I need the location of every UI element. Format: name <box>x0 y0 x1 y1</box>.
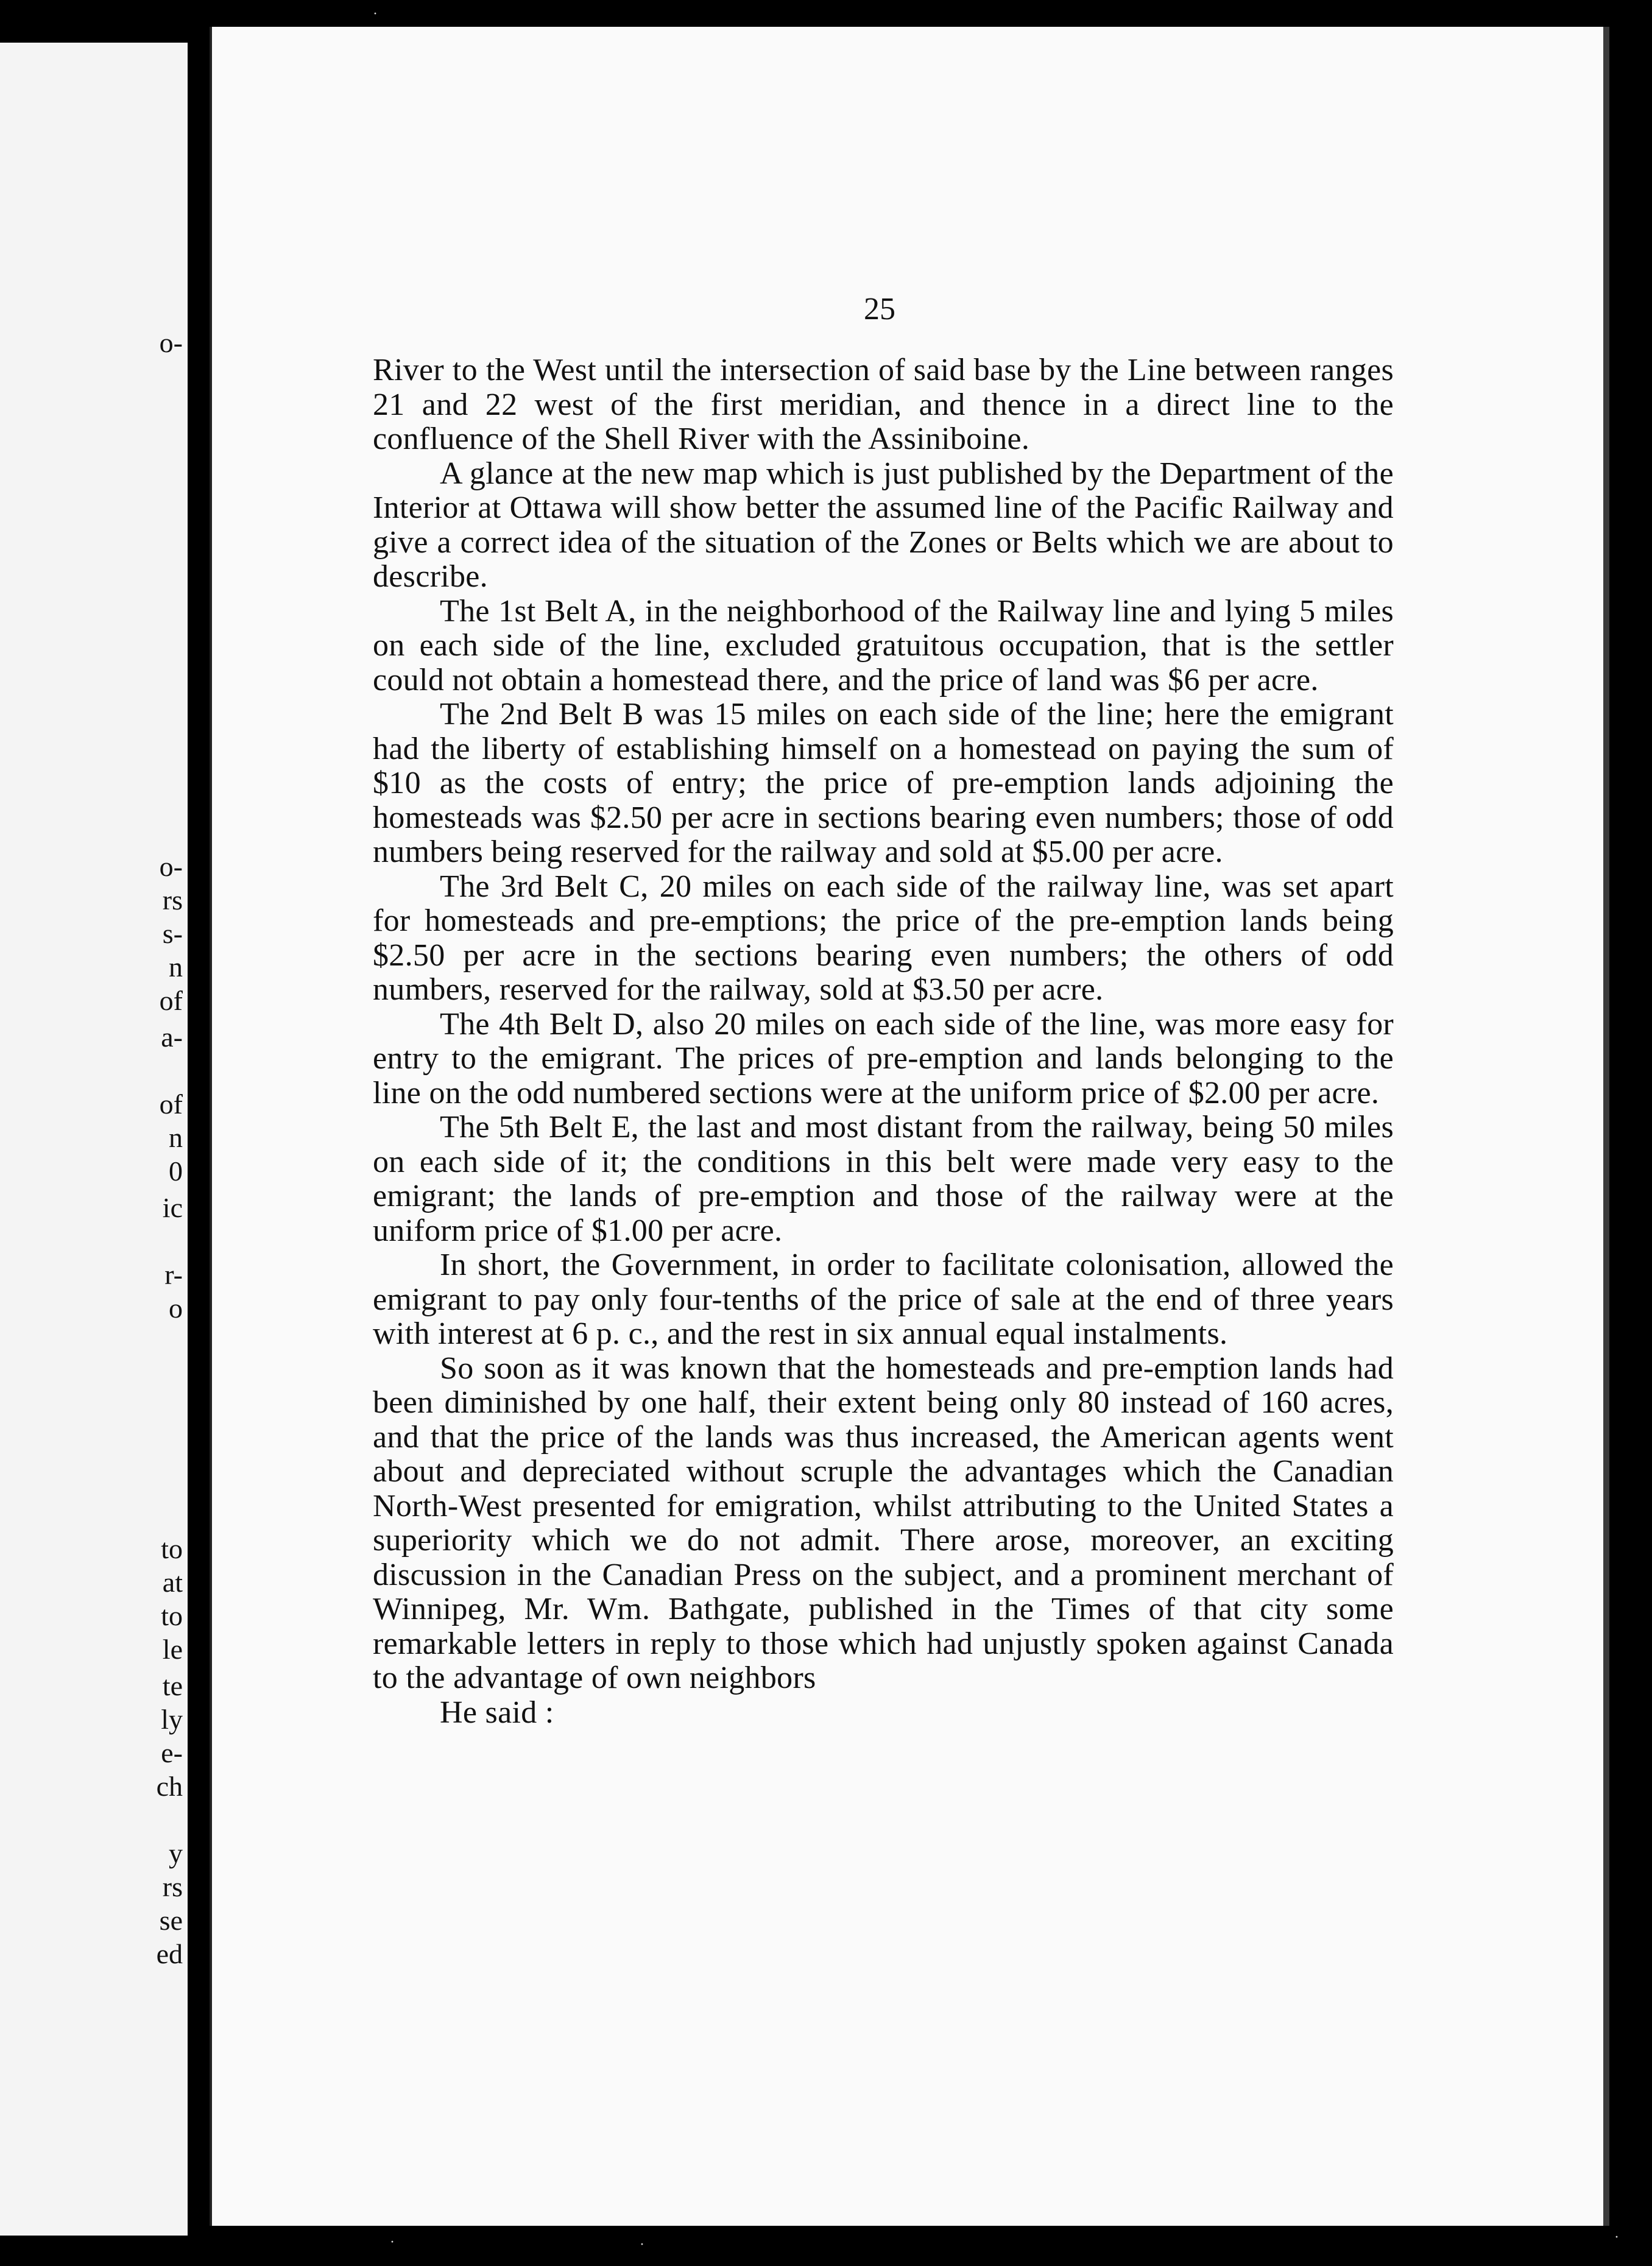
facing-page-fragment: o- <box>159 851 183 882</box>
facing-page-fragment: ly <box>161 1704 183 1735</box>
facing-page-fragment: o- <box>159 327 183 358</box>
facing-page-fragment: o <box>169 1293 183 1324</box>
facing-page-fragments <box>0 43 188 2236</box>
paragraph-6: The 4th Belt D, also 20 miles on each side of the line, was more easy for entry to the emigrant. The prices of pre-emption and lands belonging to the line on the odd numbered sections were at the uniform price of $2.00 per acre. <box>373 1006 1394 1110</box>
facing-page-fragment: le <box>162 1634 183 1665</box>
facing-page-fragment: to <box>161 1600 183 1631</box>
facing-page-fragment: rs <box>162 1871 183 1902</box>
facing-page-fragment: n <box>169 1122 183 1153</box>
paragraph-1: River to the West until the intersection of said base by the Line between ranges 21 and 22 west of the first meridian, and thence in a direct line to the confluence of the Shell River with the Assiniboine. <box>373 353 1394 456</box>
facing-page-fragment: to <box>161 1533 183 1564</box>
paragraph-8: In short, the Government, in order to facilitate colonisation, allowed the emigrant to pay only four-tenths of the price of sale at the end of three years with interest at 6 p. c., and the rest in six annual equal instalments. <box>373 1248 1394 1351</box>
facing-page-fragment: se <box>159 1905 183 1936</box>
body-text <box>373 353 1394 1730</box>
speck: · <box>373 6 378 22</box>
facing-page-fragment: at <box>162 1567 183 1598</box>
page-number: 25 <box>864 292 895 326</box>
facing-page-fragment: e- <box>161 1737 183 1768</box>
speck: · <box>1614 2229 1619 2245</box>
paragraph-5: The 3rd Belt C, 20 miles on each side of the railway line, was set apart for homesteads and pre-emptions; the price of the pre-emption lands being $2.50 per acre in the sections bearing even numbers; the others of odd numbers, reserved for the railway, sold at $3.50 per acre. <box>373 869 1394 1007</box>
facing-page-fragment: n <box>169 951 183 983</box>
facing-page-fragment: ed <box>156 1938 183 1969</box>
facing-page-fragment: te <box>162 1670 183 1701</box>
facing-page-fragment: ic <box>162 1192 183 1223</box>
paragraph-3: The 1st Belt A, in the neighborhood of the Railway line and lying 5 miles on each side of the line, excluded gratuitous occupation, that is the settler could not obtain a homestead there, and the price of land was $6 per acre. <box>373 593 1394 697</box>
facing-page-fragment: s- <box>162 918 183 949</box>
book-gutter <box>188 18 210 2248</box>
paragraph-9: So soon as it was known that the homesteads and pre-emption lands had been diminished by one half, their extent being only 80 instead of 160 acres, and that the price of the lands was thus increased, the American agents went about and depreciated without scruple the advantages which the Canadian North-West presented for emigration, whilst attributing to the United States a superiority which we do not admit. There arose, moreover, an exciting discussion in the Canadian Press on the subject, and a prominent merchant of Winnipeg, Mr. Wm. Bathgate, published in the Times of that city some remarkable letters in reply to those which had unjustly spoken against Canada to the advantage of own neighbors <box>373 1350 1394 1695</box>
facing-page-fragment: 0 <box>169 1156 183 1187</box>
facing-page-fragment: of <box>159 1089 183 1120</box>
paragraph-2: A glance at the new map which is just published by the Department of the Interior at Ottawa will show better the assumed line of the Pacific Railway and give a correct idea of the situation of the Zones or Belts which we are about to describe. <box>373 456 1394 594</box>
facing-page-edge <box>0 43 188 2236</box>
facing-page-fragment: a- <box>161 1022 183 1053</box>
paragraph-4: The 2nd Belt B was 15 miles on each side of the line; here the emigrant had the liberty of establishing himself on a homestead on paying the sum of $10 as the costs of entry; the price of pre-emption lands adjoining the homesteads was $2.50 per acre in sections bearing even numbers; those of odd numbers being reserved for the railway and sold at $5.00 per acre. <box>373 697 1394 869</box>
speck: · <box>390 2234 395 2250</box>
facing-page-fragment: y <box>169 1838 183 1869</box>
facing-page-fragment: rs <box>162 884 183 916</box>
speck: · <box>640 2237 644 2253</box>
paragraph-10: He said : <box>440 1695 554 1730</box>
page-edge-shadow <box>1603 27 1609 2226</box>
facing-page-fragment: of <box>159 985 183 1016</box>
facing-page-fragment: r- <box>164 1259 183 1290</box>
paragraph-7: The 5th Belt E, the last and most distant from the railway, being 50 miles on each side of it; the conditions in this belt were made very easy to the emigrant; the lands of pre-emption and those of the railway were at the uniform price of $1.00 per acre. <box>373 1110 1394 1248</box>
facing-page-fragment: ch <box>156 1771 183 1802</box>
